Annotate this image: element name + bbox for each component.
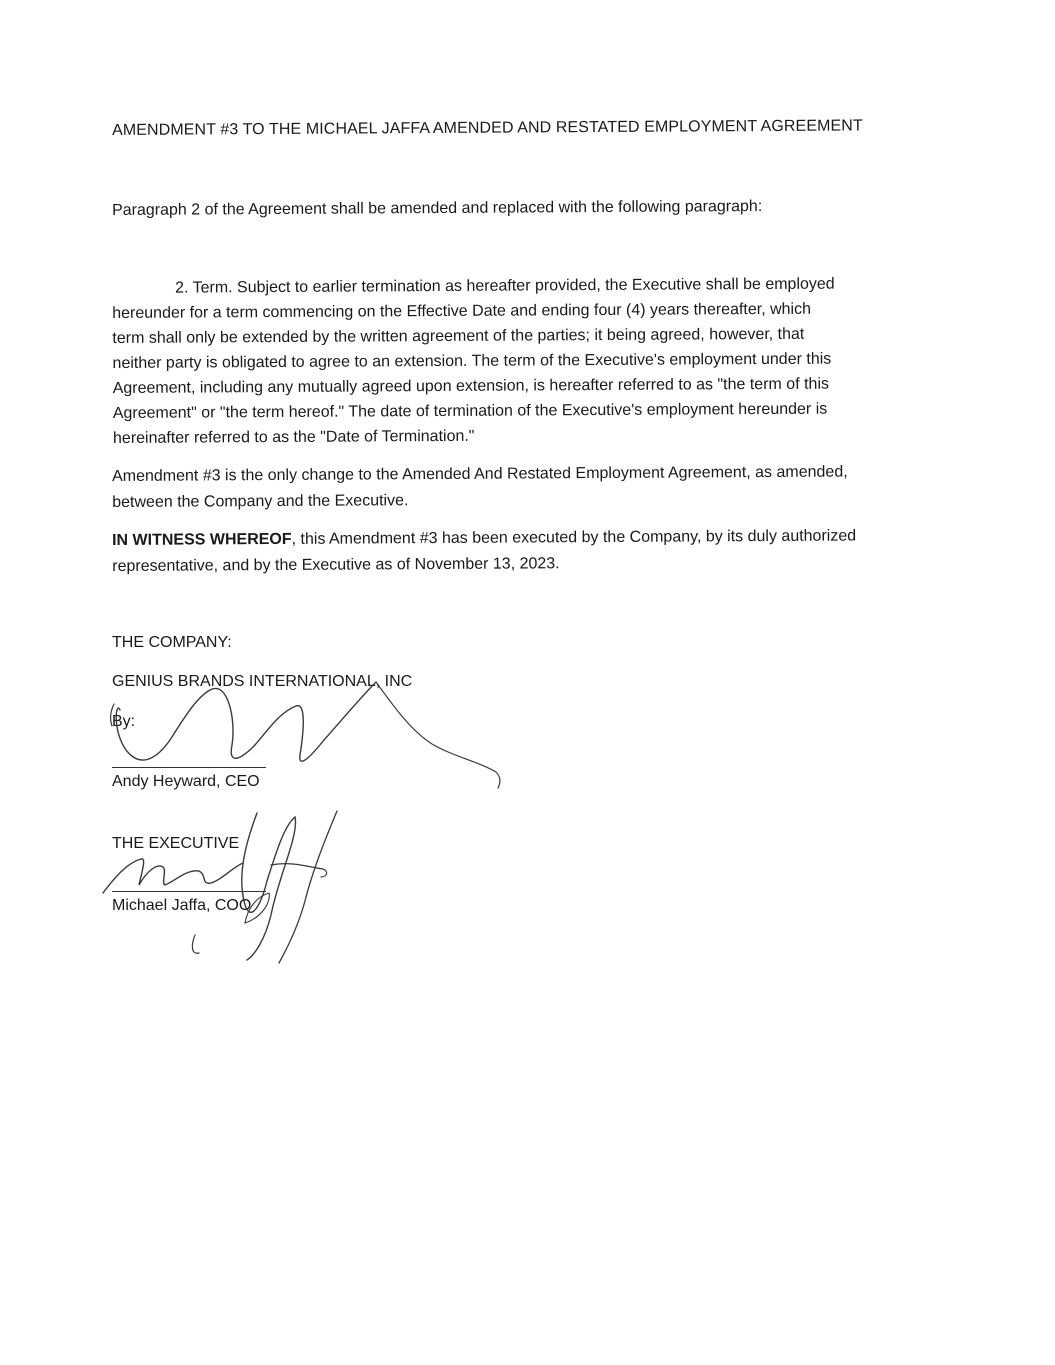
term-line: neither party is obligated to agree to an extension. The term of the Executive's employment under this: [112, 350, 832, 372]
change-line: between the Company and the Executive.: [112, 492, 409, 511]
company-signature-scrawl: [100, 660, 520, 800]
term-line: term shall only be extended by the written agreement of the parties; it being agreed, however, that: [112, 325, 805, 347]
witness-rest: , this Amendment #3 has been executed by the Company, by its duly authorized: [291, 527, 857, 548]
change-paragraph: [112, 459, 912, 516]
executive-heading: THE EXECUTIVE: [112, 835, 240, 852]
company-heading: THE COMPANY:: [112, 634, 232, 651]
term-paragraph: [112, 271, 913, 451]
term-line: Agreement" or "the term hereof." The date of termination of the Executive's employment hereunder is: [112, 400, 828, 422]
company-name: GENIUS BRANDS INTERNATIONAL, INC: [112, 673, 413, 690]
company-signatory: Andy Heyward, CEO: [112, 773, 260, 790]
term-line: 2. Term. Subject to earlier termination as hereafter provided, the Executive shall be employed: [175, 275, 835, 297]
executive-signature-scrawl: [95, 805, 355, 970]
witness-line-1: [112, 523, 912, 554]
document-title: AMENDMENT #3 TO THE MICHAEL JAFFA AMENDED AND RESTATED EMPLOYMENT AGREEMENT: [112, 117, 863, 139]
witness-line-2: representative, and by the Executive as of November 13, 2023.: [112, 555, 560, 575]
executive-signatory: Michael Jaffa, COO: [112, 897, 252, 914]
intro-paragraph: Paragraph 2 of the Agreement shall be amended and replaced with the following paragraph:: [112, 198, 763, 219]
company-by-label: By:: [112, 713, 136, 730]
term-line: Agreement, including any mutually agreed upon extension, is hereafter referred to as "the term of this: [112, 375, 830, 397]
witness-bold-lead: IN WITNESS WHEREOF: [112, 530, 292, 549]
witness-paragraph: [112, 523, 912, 580]
change-line: Amendment #3 is the only change to the Amended And Restated Employment Agreement, as amended,: [112, 463, 848, 485]
term-line: hereinafter referred to as the "Date of Termination.": [112, 427, 475, 447]
term-line: hereunder for a term commencing on the Effective Date and ending four (4) years thereafter, which: [112, 300, 812, 322]
